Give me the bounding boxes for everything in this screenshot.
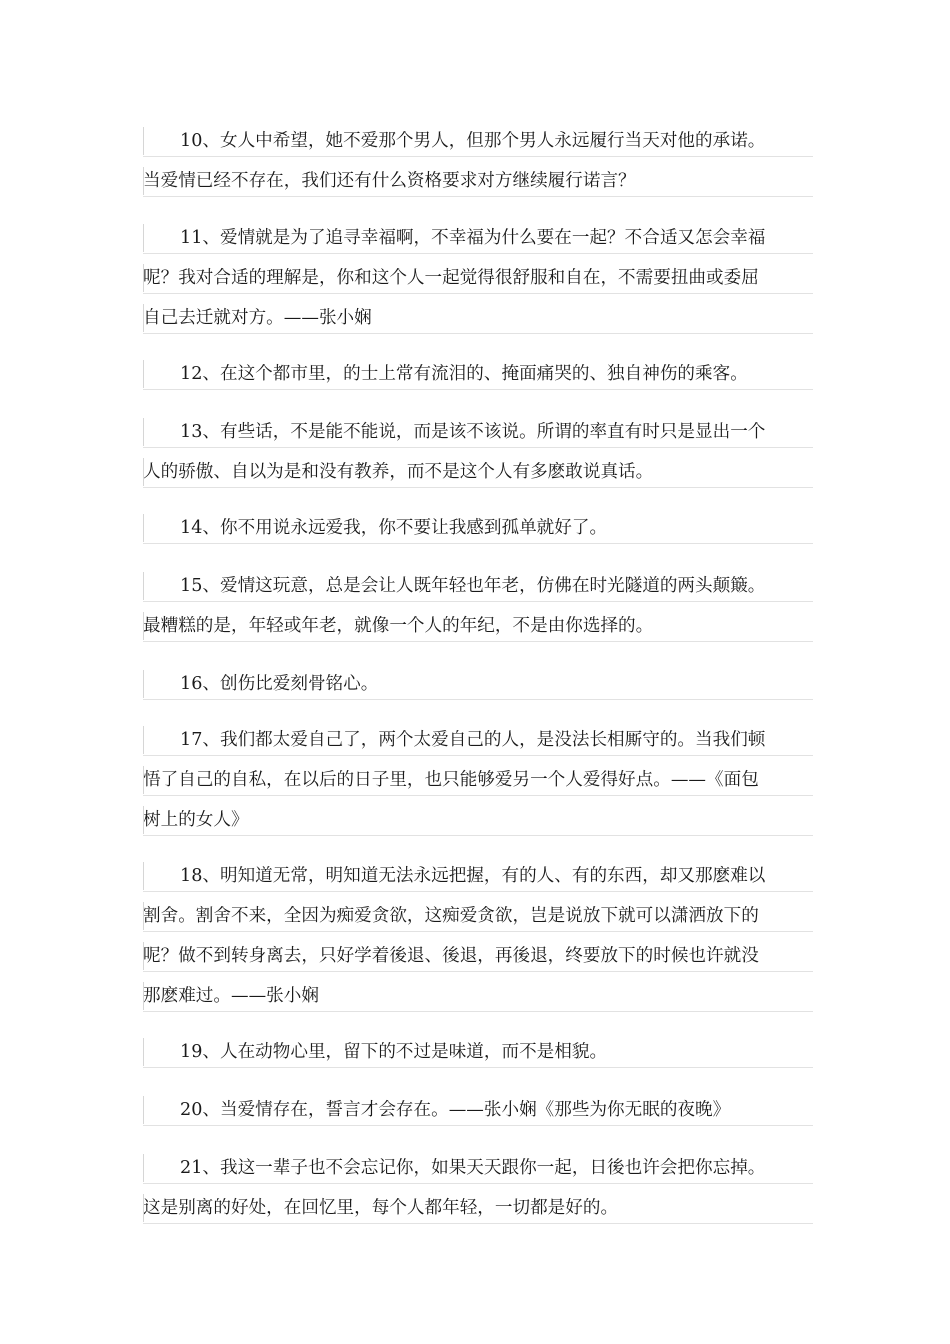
- text-line: 树上的女人》: [143, 800, 813, 840]
- quote-16: [143, 664, 813, 704]
- text-line: 10、女人中希望，她不爱那个男人，但那个男人永远履行当天对他的承诺。: [143, 121, 813, 161]
- quote-13: [143, 412, 813, 492]
- text-line: 16、创伤比爱刻骨铭心。: [143, 664, 813, 704]
- text-line: 21、我这一辈子也不会忘记你，如果天天跟你一起，日後也许会把你忘掉。: [143, 1148, 813, 1188]
- text-line: 13、有些话，不是能不能说，而是该不该说。所谓的率直有时只是显出一个: [143, 412, 813, 452]
- text-line: 当爱情已经不存在，我们还有什么资格要求对方继续履行诺言？: [143, 161, 813, 201]
- quote-10: [143, 121, 813, 201]
- text-line: 这是别离的好处，在回忆里，每个人都年轻，一切都是好的。: [143, 1188, 813, 1228]
- text-line: 19、人在动物心里，留下的不过是味道，而不是相貌。: [143, 1032, 813, 1072]
- text-line: 14、你不用说永远爱我，你不要让我感到孤单就好了。: [143, 508, 813, 548]
- text-line: 最糟糕的是，年轻或年老，就像一个人的年纪，不是由你选择的。: [143, 606, 813, 646]
- text-line: 那麽难过。——张小娴: [143, 976, 813, 1016]
- text-line: 人的骄傲、自以为是和没有教养，而不是这个人有多麽敢说真话。: [143, 452, 813, 492]
- text-line: 20、当爱情存在，誓言才会存在。——张小娴《那些为你无眠的夜晚》: [143, 1090, 813, 1130]
- text-line: 悟了自己的自私，在以后的日子里，也只能够爱另一个人爱得好点。——《面包: [143, 760, 813, 800]
- text-line: 割舍。割舍不来，全因为痴爱贪欲，这痴爱贪欲，岂是说放下就可以潇洒放下的: [143, 896, 813, 936]
- text-line: 11、爱情就是为了追寻幸福啊，不幸福为什么要在一起？不合适又怎会幸福: [143, 218, 813, 258]
- text-line: 12、在这个都市里，的士上常有流泪的、掩面痛哭的、独自神伤的乘客。: [143, 354, 813, 394]
- text-line: 呢？我对合适的理解是，你和这个人一起觉得很舒服和自在，不需要扭曲或委屈: [143, 258, 813, 298]
- quote-15: [143, 566, 813, 646]
- text-line: 呢？做不到转身离去，只好学着後退、後退，再後退，终要放下的时候也许就没: [143, 936, 813, 976]
- quote-11: [143, 218, 813, 338]
- text-line: 15、爱情这玩意，总是会让人既年轻也年老，仿佛在时光隧道的两头颠簸。: [143, 566, 813, 606]
- quote-20: [143, 1090, 813, 1130]
- quote-14: [143, 508, 813, 548]
- text-line: 18、明知道无常，明知道无法永远把握，有的人、有的东西，却又那麽难以: [143, 856, 813, 896]
- quote-19: [143, 1032, 813, 1072]
- quote-18: [143, 856, 813, 1016]
- quote-12: [143, 354, 813, 394]
- text-line: 17、我们都太爱自己了，两个太爱自己的人，是没法长相厮守的。当我们顿: [143, 720, 813, 760]
- quote-17: [143, 720, 813, 840]
- text-line: 自己去迁就对方。——张小娴: [143, 298, 813, 338]
- quote-21: [143, 1148, 813, 1228]
